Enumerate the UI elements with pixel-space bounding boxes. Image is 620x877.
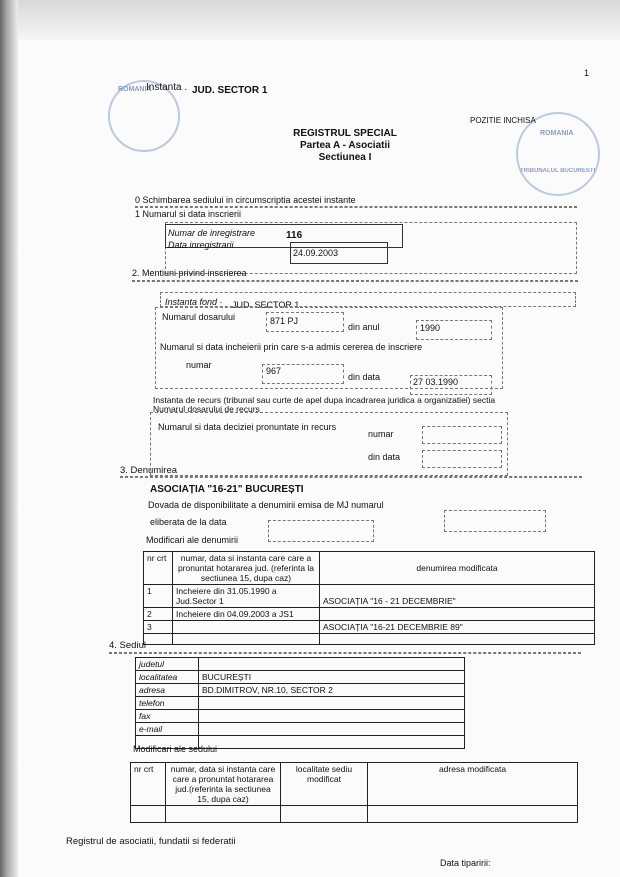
cell-hotarare: Incheiere din 04.09.2003 a JS1 (173, 608, 320, 621)
dosar-label: Numarul dosarului (162, 312, 236, 322)
sediu-table (135, 657, 465, 749)
incheiere-label: Numarul si data incheierii prin care s-a admis cererea de inscriere (160, 342, 423, 352)
title-line3: Sectiunea I (318, 152, 372, 163)
dosar-value: 871 PJ (270, 316, 299, 326)
dovada-field (444, 510, 546, 532)
instanta-label: Instanta . (146, 82, 188, 93)
page-number: 1 (584, 68, 590, 78)
header-adresa: adresa modificata (368, 763, 578, 806)
table-row (131, 806, 578, 823)
cell-empty (173, 634, 320, 645)
cell-hotarare (173, 621, 320, 634)
sediu-row (136, 723, 465, 736)
right-stamp-text-2: TRIBUNALUL BUCURESTI (520, 168, 596, 174)
table-row (144, 634, 595, 645)
sediu-label: localitatea (136, 671, 199, 684)
cell-empty (131, 806, 166, 823)
din-data-label: din data (348, 372, 381, 382)
footer-right: Data tiparirii: (440, 858, 491, 868)
decizie-numar-field (422, 426, 502, 444)
title-line2: Partea A - Asociatii (299, 140, 391, 151)
modificari-denumire-label: Modificari ale denumirii (146, 535, 239, 545)
sediu-row (136, 684, 465, 697)
cell-denumire: ASOCIAȚIA "16-21 DECEMBRIE 89" (320, 621, 595, 634)
cell-denumire (320, 608, 595, 621)
decizie-data-field (422, 450, 502, 468)
decizie-data-label: din data (368, 452, 401, 462)
sediu-value (199, 697, 465, 710)
nr-inregistrare-label: Numar de inregistrare (168, 228, 256, 238)
cell-denumire: ASOCIAȚIA "16 - 21 DECEMBRIE" (320, 585, 595, 608)
section0-line (135, 206, 577, 208)
sediu-value (199, 723, 465, 736)
denumire-modificari-table (143, 551, 595, 645)
din-anul-value: 1990 (420, 323, 441, 333)
sediu-label: judetul (136, 658, 199, 671)
scan-top-shadow (18, 0, 620, 40)
header-localitate: localitate sediu modificat (281, 763, 368, 806)
sediu-label: fax (136, 710, 199, 723)
cell-empty (368, 806, 578, 823)
cell-nr: 1 (144, 585, 173, 608)
sediu-label: adresa (136, 684, 199, 697)
table-header (131, 763, 578, 806)
section3-label: 3. Denumirea (120, 465, 178, 476)
sediu-value (199, 710, 465, 723)
dovada-label: Dovada de disponibilitate a denumirii emisa de MJ numarul (148, 500, 384, 510)
eliberata-field (268, 520, 374, 542)
section2-line (132, 280, 578, 282)
sediu-row (136, 697, 465, 710)
eliberata-label: eliberata de la data (150, 517, 227, 527)
header-nr-crt: nr crt (144, 552, 173, 585)
numar-label: numar (186, 360, 212, 370)
instanta-fond-value: JUD. SECTOR 1 (232, 300, 300, 310)
title-line1: REGISTRUL SPECIAL (293, 128, 397, 139)
sediu-modificari-table (130, 762, 578, 823)
table-row (144, 608, 595, 621)
denumire-value: ASOCIAȚIA "16-21" BUCUREȘTI (150, 484, 304, 495)
sediu-row (136, 710, 465, 723)
cell-empty (166, 806, 281, 823)
cell-nr: 2 (144, 608, 173, 621)
sediu-value: BUCUREȘTI (199, 671, 465, 684)
din-anul-label: din anul (348, 322, 380, 332)
left-stamp-text: ROMANIA (118, 86, 152, 93)
pozitie-status: POZITIE INCHISA (470, 116, 536, 125)
sediu-value: BD.DIMITROV, NR.10, SECTOR 2 (199, 684, 465, 697)
section4-label: 4. Sediul (109, 640, 146, 651)
instanta-fond-box (160, 292, 576, 307)
section1-label: 1 Numarul si data inscrierii (135, 209, 242, 219)
table-row (144, 621, 595, 634)
nr-inregistrare-value: 116 (286, 230, 303, 241)
instanta-value: JUD. SECTOR 1 (192, 85, 268, 96)
header-hotarare: numar, data si instanta care care a pronuntat hotararea jud. (referinta la sectiunea 15, dupa caz) (173, 552, 320, 585)
cell-empty (281, 806, 368, 823)
decizie-label: Numarul si data deciziei pronuntate in recurs (158, 422, 337, 432)
sediu-value (199, 658, 465, 671)
sediu-label: telefon (136, 697, 199, 710)
header-hotarare: numar, data si instanta care care a pronuntat hotararea jud.(referinta la sectiunea 15, dupa caz) (166, 763, 281, 806)
cell-empty (144, 634, 173, 645)
sediu-row (136, 658, 465, 671)
sediu-label: e-mail (136, 723, 199, 736)
section2-label: 2. Mentiuni privind inscrierea (132, 268, 247, 278)
modificari-sediu-label: Modificari ale sedului (133, 744, 218, 754)
recurs-dosar-label: Numarul dosarului de recurs (153, 404, 260, 414)
data-inregistrarii-value: 24.09.2003 (293, 248, 339, 258)
footer-left: Registrul de asociatii, fundatii si federatii (66, 836, 236, 847)
data-inregistrarii-label: Data inregistrarii (168, 240, 234, 250)
cell-nr: 3 (144, 621, 173, 634)
section3-line (120, 476, 582, 478)
sediu-row (136, 671, 465, 684)
recurs-label: Instanta de recurs (tribunal sau curte de apel dupa incadrarea juridica a organizatiei) sectia (153, 395, 496, 405)
cell-hotarare: Incheiere din 31.05.1990 a Jud.Sector 1 (173, 585, 320, 608)
numar-value: 967 (266, 366, 282, 376)
instanta-fond-label: Instanta fond · (165, 297, 223, 307)
table-row (144, 585, 595, 608)
din-data-value: 27 03.1990 (413, 377, 459, 387)
table-header (144, 552, 595, 585)
decizie-numar-label: numar (368, 429, 394, 439)
cell-empty (320, 634, 595, 645)
section0-label: 0 Schimbarea sediului in circumscriptia acestei instante (135, 195, 356, 205)
header-nr-crt: nr crt (131, 763, 166, 806)
header-denumire-modificata: denumirea modificata (320, 552, 595, 585)
sediu-empty (199, 736, 465, 749)
right-stamp-text-1: ROMANIA (540, 130, 574, 137)
section4-line (109, 652, 581, 654)
scan-binding-edge (0, 0, 18, 877)
